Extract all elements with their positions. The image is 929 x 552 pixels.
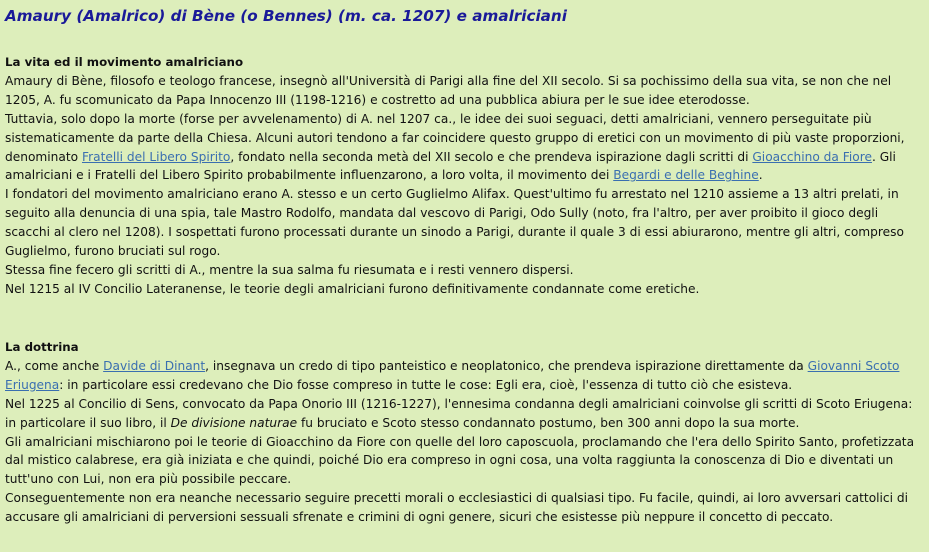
section-vita (5, 53, 924, 299)
section-dottrina (5, 338, 924, 527)
paragraph-text: fu bruciato e Scoto stesso condannato postumo, ben 300 anni dopo la sua morte. (297, 415, 800, 430)
paragraph-text: , fondato nella seconda metà del XII secolo e che prendeva ispirazione dagli scritti di (230, 149, 753, 164)
book-title: De divisione naturae (170, 415, 298, 430)
paragraph: I fondatori del movimento amalriciano erano A. stesso e un certo Guglielmo Alifax. Quest'ultimo fu arrestato nel 1210 assieme a 13 altri prelati, in seguito alla denuncia di una spia, tale Mastro Rodolfo, mandata dal vescovo di Parigi, Odo Sully (noto, fra l'altro, per aver proibito il gioco degli scacchi al clero nel 1208). I sospettati furono processati durante un sinodo a Parigi, durante il quale 3 di essi abiurarono, mentre gli altri, compreso Guglielmo, furono bruciati sul rogo. (5, 187, 904, 259)
paragraph-text: . Gli amalriciani e i Fratelli del Libero Spirito probabilmente influenzarono, a loro volta, il movimento dei (5, 149, 896, 183)
paragraph: Gli amalriciani mischiarono poi le teorie di Gioacchino da Fiore con quelle del loro caposcuola, proclamando che l'era dello Spirito Santo, profetizzata dal mistico calabrese, era già iniziata e che quindi, poiché Dio era compreso in ogni cosa, una volta raggiunta la conoscenza di Dio e diventati un tutt'uno con Lui, non era più possibile peccare. (5, 434, 915, 487)
paragraph-text: Nel 1225 al Concilio di Sens, convocato da Papa Onorio III (1216-1227), l'ennesima condanna degli amalriciani coinvolse gli scritti di Scoto Eriugena: in particolare il suo libro, il (5, 396, 913, 430)
paragraph-text: . (758, 168, 763, 183)
section-heading-vita: La vita ed il movimento amalriciano (5, 55, 244, 69)
link-giovanni-scoto-eriugena[interactable]: Giovanni Scoto Eriugena (5, 358, 900, 392)
paragraph (5, 395, 924, 433)
paragraph (5, 110, 924, 186)
link-gioacchino-da-fiore[interactable]: Gioacchino da Fiore (752, 149, 872, 164)
link-fratelli-libero-spirito[interactable]: Fratelli del Libero Spirito (81, 149, 231, 164)
link-davide-di-dinant[interactable]: Davide di Dinant (103, 358, 206, 373)
paragraph-text: Tuttavia, solo dopo la morte (forse per avvelenamento) di A. nel 1207 ca., le idee dei suoi seguaci, detti amalriciani, vennero perseguitate più sistematicamente da parte della Chiesa. Alcuni autori tendono a far coincidere questo gruppo di eretici con un movimento di più vaste proporzioni, denominato (5, 111, 905, 164)
paragraph-text: , insegnava un credo di tipo panteistico e neoplatonico, che prendeva ispirazione direttamente da (205, 358, 808, 373)
page-title: Amaury (Amalrico) di Bène (o Bennes) (m. ca. 1207) e amalriciani (5, 7, 567, 25)
paragraph: Amaury di Bène, filosofo e teologo francese, insegnò all'Università di Parigi alla fine del XII secolo. Si sa pochissimo della sua vita, se non che nel 1205, A. fu scomunicato da Papa Innocenzo III (1198-1216) e costretto ad una pubblica abiura per le sue idee eterodosse. (5, 73, 892, 107)
paragraph: Stessa fine fecero gli scritti di A., mentre la sua salma fu riesumata e i resti vennero dispersi. (5, 262, 574, 277)
paragraph-text: A., come anche (5, 358, 104, 373)
paragraph (5, 357, 924, 395)
paragraph: Nel 1215 al IV Concilio Lateranense, le teorie degli amalriciani furono definitivamente condannate come eretiche. (5, 281, 700, 296)
paragraph: Conseguentemente non era neanche necessario seguire precetti morali o ecclesiastici di qualsiasi tipo. Fu facile, quindi, ai loro avversari cattolici di accusare gli amalriciani di perversioni sessuali sfrenate e crimini di ogni genere, sicuri che esistesse più neppure il concetto di peccato. (5, 491, 909, 525)
section-heading-dottrina: La dottrina (5, 340, 79, 354)
paragraph-text: : in particolare essi credevano che Dio fosse compreso in tutte le cose: Egli era, cioè, l'essenza di tutto ciò che esisteva. (59, 377, 793, 392)
link-begardi-beghine[interactable]: Begardi e delle Beghine (613, 168, 759, 183)
